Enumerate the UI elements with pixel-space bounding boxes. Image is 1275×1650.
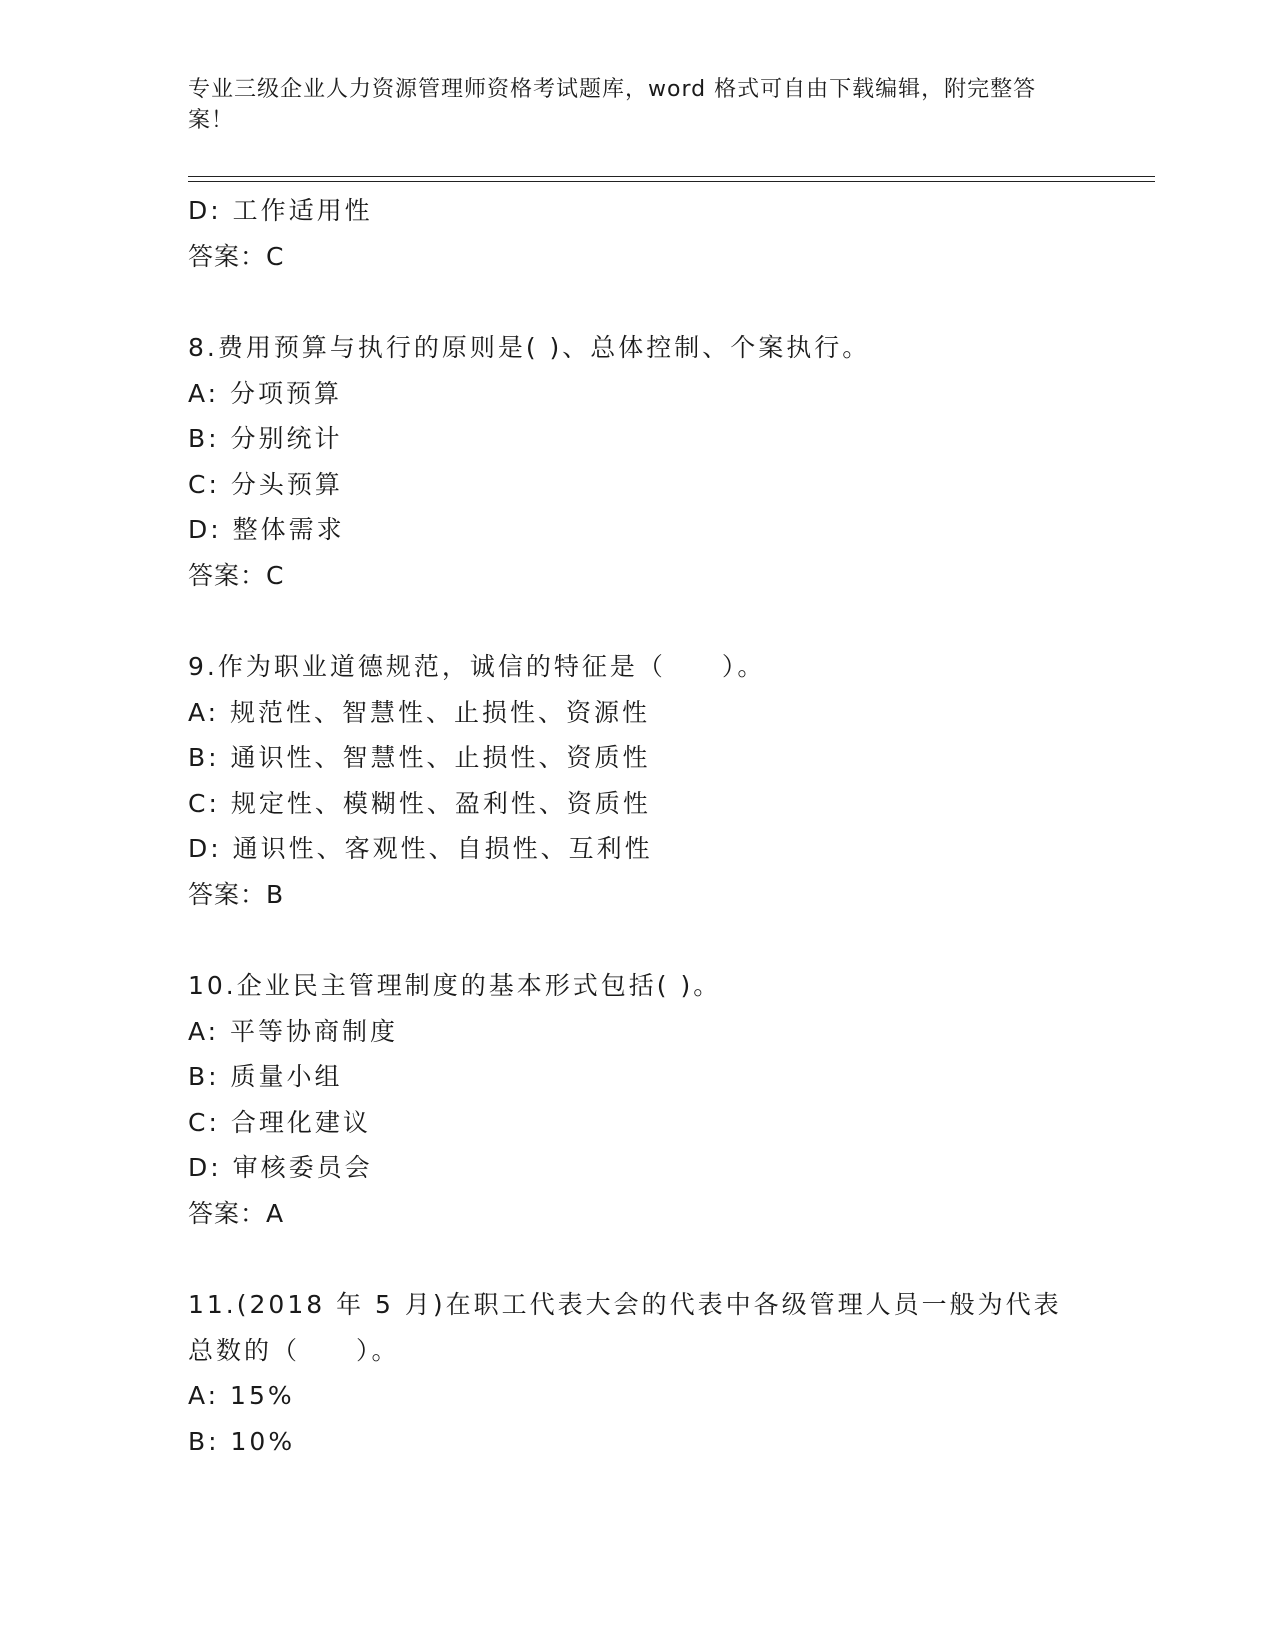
option-b: B: 质量小组 bbox=[188, 1062, 343, 1091]
option-b: B: 通识性、智慧性、止损性、资质性 bbox=[188, 743, 651, 772]
answer-line: 答案：B bbox=[188, 879, 285, 909]
spacer bbox=[188, 598, 1088, 644]
question-stem: 8.费用预算与执行的原则是( )、总体控制、个案执行。 bbox=[188, 333, 871, 362]
question-stem: 9.作为职业道德规范，诚信的特征是（ ）。 bbox=[188, 652, 766, 681]
spacer bbox=[188, 279, 1088, 325]
option-d: D: 工作适用性 bbox=[188, 196, 373, 225]
question-content bbox=[188, 188, 1088, 1464]
option-c: C: 规定性、模糊性、盈利性、资质性 bbox=[188, 788, 651, 818]
question-11 bbox=[188, 1282, 1088, 1464]
option-a: A: 规范性、智慧性、止损性、资源性 bbox=[188, 697, 651, 727]
option-b: B: 10% bbox=[188, 1426, 296, 1456]
question-stem: 11.(2018 年 5 月)在职工代表大会的代表中各级管理人员一般为代表总数的（ ）。 bbox=[188, 1290, 1062, 1365]
option-b: B: 分别统计 bbox=[188, 424, 343, 453]
document-header: 专业三级企业人力资源管理师资格考试题库，word 格式可自由下载编辑，附完整答案！ bbox=[188, 77, 1037, 133]
question-8 bbox=[188, 325, 1088, 598]
question-10 bbox=[188, 963, 1088, 1236]
answer-line: 答案：A bbox=[188, 1198, 285, 1228]
spacer bbox=[188, 1236, 1088, 1282]
option-a: A: 15% bbox=[188, 1381, 295, 1410]
option-d: D: 通识性、客观性、自损性、互利性 bbox=[188, 834, 653, 863]
answer-line: 答案：C bbox=[188, 560, 285, 590]
option-c: C: 分头预算 bbox=[188, 469, 343, 499]
answer-line: 答案：C bbox=[188, 241, 285, 271]
option-d: D: 审核委员会 bbox=[188, 1153, 373, 1182]
question-stem: 10.企业民主管理制度的基本形式包括( )。 bbox=[188, 971, 722, 1000]
option-a: A: 分项预算 bbox=[188, 378, 343, 408]
spacer bbox=[188, 917, 1088, 963]
option-d: D: 整体需求 bbox=[188, 515, 345, 544]
question-9 bbox=[188, 644, 1088, 917]
option-a: A: 平等协商制度 bbox=[188, 1016, 399, 1046]
header-rule-top bbox=[188, 176, 1155, 177]
option-c: C: 合理化建议 bbox=[188, 1107, 371, 1137]
header-rule-bottom bbox=[188, 181, 1155, 182]
